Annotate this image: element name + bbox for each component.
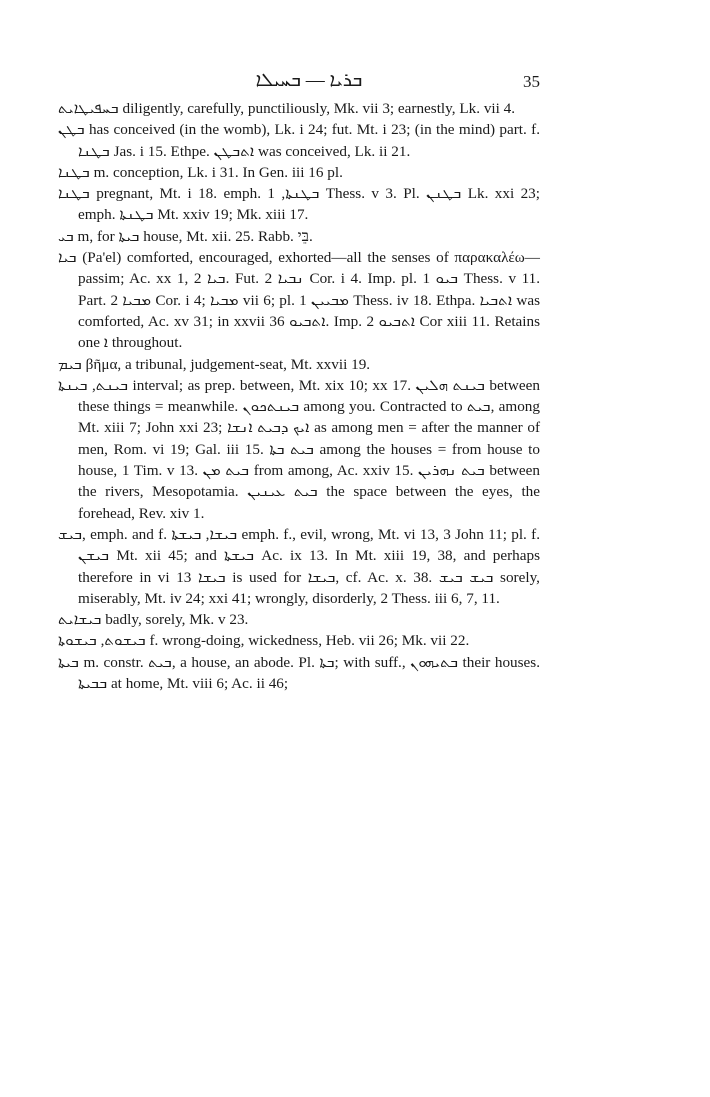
page-number: 35 (523, 72, 540, 91)
running-head: ܒܪܝܐ — ܒܚܝܠܐ (255, 70, 363, 91)
lexicon-entry: ܒܝܡ βῆμα, a tribunal, judgement-seat, Mt. xxvii 19. (58, 355, 371, 373)
lexicon-entry: ܒܝܬܐ m. constr. ܒܝܬ, a house, an abode. Pl. ܒܬܐ; with suff., ܒܬܝܗܘܢ their houses. ܒܒܝܬܐ at home, Mt. viii 6; Ac. ii 46; (58, 653, 540, 693)
lexicon-entry: ܒܛܢܐ m. conception, Lk. i 31. In Gen. iii 16 pl. (58, 163, 343, 181)
lexicon-entry: ܒܝܢܬ, ܒܝܢܬܐ interval; as prep. between, Mt. xix 10; xx 17. ܒܝܢܬ ܗܠܝܢ between these things = meanwhile. ܒܝܢܬܟܘܢ among you. Contracted to ܒܝܬ, among Mt. xiii 7; John xxi 23; ܐܝܟ ܕܒܝܬ ܐܢܫܐ as among men = after the manner of men, Rom. vi 19; Gal. iii 15. ܒܝܬ ܒܬܐ among the houses = from house to house, 1 Tim. v 13. ܒܝܬ ܡܢ from among, Ac. xxiv 15. ܒܝܬ ܢܗܪܝܢ between the rivers, Mesopotamia. ܒܝܬ ܥܝܢܝܢ the space between the eyes, the forehead, Rev. xiv 1. (58, 376, 541, 522)
lexicon-entry: ܒܛܢ has conceived (in the womb), Lk. i 24; fut. Mt. i 23; (in the mind) part. f. ܒܛܢܐ Jas. i 15. Ethpe. ܐܬܒܛܢ was conceived, Lk. ii 21. (58, 121, 540, 160)
lexicon-entry: ܒܝܫ, emph. and f. ܒܝܫܐ, ܒܝܫܬܐ emph. f., evil, wrong, Mt. vi 13, 3 John 11; pl. f. ܒܝܫܢ Mt. xii 45; and ܒܝܫܬܐ Ac. ix 13. In Mt. xiii 19, 38, and perhaps therefore in vi 13 ܒܝܫܐ is used for ܒܝܫܐ, cf. Ac. x. 38. ܒܝܫ ܒܝܫ sorely, miserably, Mt. iv 24; xxi 41; wrongly, disorderly, 2 Thess. iii 6, 7, 11. (58, 525, 541, 607)
lexicon-entry: ܒܚܦܝܛܐܝܬ diligently, carefully, punctiliously, Mk. vii 3; earnestly, Lk. vii 4. (58, 100, 516, 117)
lexicon-entry: ܒܝܐ (Pa'el) comforted, encouraged, exhorted—all the senses of παρακαλέω—passim; Ac. xx 1, 2 ܒܝܐ. Fut. ܢܒܝܐ 2 Cor. i 4. Imp. pl. ܒܝܘ 1 Thess. v 11. Part. ܡܒܝܐ 2 Cor. i 4; ܡܒܝܐ vii 6; pl. ܡܒܝܝܢ 1 Thess. iv 18. Ethpa. ܐܬܒܝܐ was comforted, Ac. xv 31; in xxvii 36 ܐܬܒܝܘ. Imp. ܐܬܒܝܘ 2 Cor xiii 11. Retains one ܐ throughout. (58, 249, 541, 352)
lexicon-entry: ܒܛܢܐ pregnant, Mt. i 18. emph. ܒܛܢܬܐ, 1 Thess. v 3. Pl. ܒܛܢܢ Lk. xxi 23; emph. ܒܛܢܬܐ Mt. xxiv 19; Mk. xiii 17. (58, 185, 540, 224)
lexicon-entry: ܒܝ m, for ܒܝܬܐ house, Mt. xii. 25. Rabb. בֵּי. (58, 227, 313, 245)
lexicon-entry: ܒܝܫܘܬ, ܒܝܫܘܬܐ f. wrong-doing, wickedness, Heb. vii 26; Mk. vii 22. (58, 632, 470, 650)
lexicon-entry: ܒܝܫܐܝܬ badly, sorely, Mk. v 23. (58, 611, 249, 629)
running-header (78, 66, 540, 96)
lexicon-entries (58, 98, 540, 694)
